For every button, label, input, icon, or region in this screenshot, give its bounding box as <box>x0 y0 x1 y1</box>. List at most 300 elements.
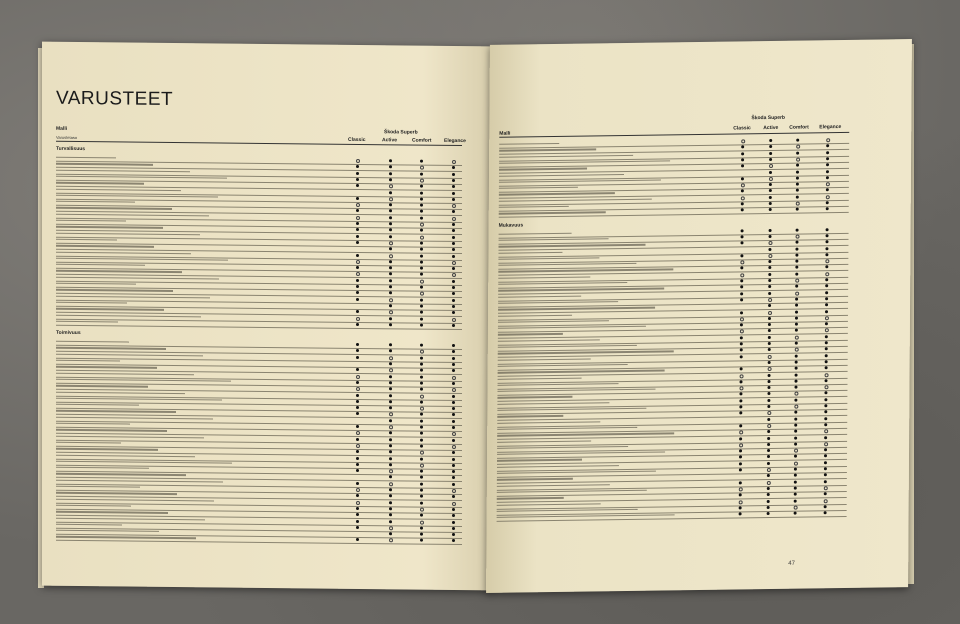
availability-mark <box>452 166 455 169</box>
availability-mark <box>420 369 423 372</box>
availability-mark <box>794 474 797 477</box>
availability-mark <box>768 329 771 332</box>
right-page <box>486 39 912 593</box>
availability-mark <box>420 267 423 270</box>
availability-mark <box>796 183 799 186</box>
availability-mark <box>420 400 423 403</box>
availability-mark <box>389 419 392 422</box>
model-sub-label: Varustetaso <box>56 134 78 141</box>
availability-mark <box>452 495 455 498</box>
left-page <box>42 42 490 591</box>
availability-mark <box>825 322 828 325</box>
availability-mark <box>824 455 827 458</box>
availability-mark <box>356 425 359 428</box>
availability-mark <box>739 481 742 484</box>
availability-mark <box>795 316 798 319</box>
availability-mark <box>420 375 423 378</box>
availability-mark <box>420 363 423 366</box>
availability-mark <box>452 457 455 460</box>
availability-mark <box>795 241 798 244</box>
column-header-comfort: Comfort <box>412 137 432 144</box>
availability-mark <box>825 341 828 344</box>
row-label-text <box>498 377 582 380</box>
availability-mark <box>795 285 798 288</box>
availability-mark <box>452 394 455 397</box>
row-label-text <box>498 295 581 298</box>
availability-mark <box>356 381 359 384</box>
availability-mark <box>389 406 392 409</box>
column-header-elegance-right: Elegance <box>819 124 842 131</box>
availability-mark <box>420 388 423 391</box>
availability-mark <box>824 505 827 508</box>
availability-mark <box>389 400 392 403</box>
row-label-text <box>56 264 145 266</box>
availability-mark <box>741 146 744 149</box>
row-label-text <box>56 245 154 247</box>
availability-mark <box>389 457 392 460</box>
availability-mark <box>768 361 771 364</box>
row-label-text <box>56 448 158 450</box>
availability-mark <box>739 412 742 415</box>
availability-mark <box>452 527 455 530</box>
availability-mark <box>420 382 423 385</box>
availability-mark <box>452 426 455 429</box>
row-label-text <box>56 536 196 539</box>
availability-mark <box>824 511 827 514</box>
availability-mark <box>356 298 359 301</box>
row-label-text <box>497 396 572 398</box>
availability-mark <box>741 158 744 161</box>
availability-mark <box>389 203 392 206</box>
availability-mark <box>794 468 797 471</box>
availability-mark <box>389 532 392 535</box>
availability-mark <box>825 284 828 287</box>
row-label-text <box>56 454 195 457</box>
availability-mark <box>420 254 423 257</box>
availability-mark <box>420 311 423 314</box>
row-label-text <box>498 333 563 335</box>
availability-mark <box>769 229 772 232</box>
availability-mark <box>420 273 423 276</box>
availability-mark <box>796 208 799 211</box>
availability-mark <box>452 198 455 201</box>
row-label-text <box>56 473 186 476</box>
row-label-text <box>497 459 582 462</box>
availability-mark <box>452 311 455 314</box>
availability-mark <box>796 139 799 142</box>
availability-mark <box>356 222 359 225</box>
row-label-text <box>56 524 122 526</box>
availability-mark <box>356 400 359 403</box>
availability-mark <box>826 157 829 160</box>
availability-mark <box>739 513 742 516</box>
availability-mark <box>825 247 828 250</box>
availability-mark <box>356 513 359 516</box>
availability-mark <box>825 291 828 294</box>
availability-mark <box>356 538 359 541</box>
availability-mark <box>452 191 455 194</box>
availability-mark <box>452 254 455 257</box>
availability-mark <box>769 189 772 192</box>
availability-mark <box>420 432 423 435</box>
availability-mark <box>767 462 770 465</box>
availability-mark <box>824 404 827 407</box>
row-label-text <box>56 467 149 469</box>
availability-mark <box>739 468 742 471</box>
availability-mark <box>768 273 771 276</box>
availability-mark <box>389 260 392 263</box>
brand-header: Škoda Superb <box>384 129 418 136</box>
column-header-classic: Classic <box>348 136 366 144</box>
availability-mark <box>420 286 423 289</box>
availability-mark <box>389 266 392 269</box>
availability-mark <box>741 190 744 193</box>
availability-mark <box>739 437 742 440</box>
availability-mark <box>356 291 359 294</box>
availability-mark <box>389 476 392 479</box>
availability-mark <box>824 423 827 426</box>
brand-header-right: Škoda Superb <box>751 114 786 122</box>
availability-mark <box>389 292 392 295</box>
header-rule <box>56 141 462 146</box>
availability-mark <box>452 533 455 536</box>
row-label-text <box>56 517 205 520</box>
availability-mark <box>389 507 392 510</box>
availability-mark <box>452 236 455 239</box>
row-label-text <box>499 168 587 171</box>
availability-mark <box>741 202 744 205</box>
availability-mark <box>795 379 798 382</box>
row-label-text <box>56 308 164 311</box>
row-label-text <box>497 503 601 506</box>
availability-mark <box>389 520 392 523</box>
availability-mark <box>420 470 423 473</box>
availability-mark <box>740 355 743 358</box>
availability-mark <box>420 489 423 492</box>
availability-mark <box>740 286 743 289</box>
availability-mark <box>824 448 827 451</box>
availability-mark <box>389 317 392 320</box>
availability-mark <box>826 144 829 147</box>
availability-mark <box>826 234 829 237</box>
availability-mark <box>389 343 392 346</box>
availability-mark <box>356 450 359 453</box>
row-label-text <box>56 302 127 304</box>
availability-mark <box>826 201 829 204</box>
availability-mark <box>452 280 455 283</box>
row-label-text <box>56 385 148 387</box>
availability-mark <box>389 488 392 491</box>
availability-mark <box>796 176 799 179</box>
row-label-text <box>498 314 572 316</box>
availability-mark <box>739 393 742 396</box>
availability-mark <box>356 285 359 288</box>
availability-mark <box>795 266 798 269</box>
availability-mark <box>420 305 423 308</box>
row-label-text <box>56 372 194 375</box>
row-label-text <box>56 201 135 203</box>
availability-mark <box>452 324 455 327</box>
availability-mark <box>768 374 771 377</box>
availability-mark <box>420 419 423 422</box>
row-label-text <box>497 497 564 499</box>
availability-mark <box>420 216 423 219</box>
row-label-text <box>56 347 166 350</box>
availability-mark <box>768 348 771 351</box>
availability-mark <box>420 356 423 359</box>
availability-mark <box>420 501 423 504</box>
availability-mark <box>452 210 455 213</box>
column-header-active-right: Active <box>763 124 779 132</box>
availability-mark <box>389 279 392 282</box>
availability-mark <box>389 501 392 504</box>
availability-mark <box>356 406 359 409</box>
availability-mark <box>794 480 797 483</box>
availability-mark <box>356 184 359 187</box>
availability-mark <box>769 170 772 173</box>
availability-mark <box>356 241 359 244</box>
availability-mark <box>356 343 359 346</box>
row-label-text <box>56 530 159 532</box>
availability-mark <box>794 417 797 420</box>
availability-mark <box>420 185 423 188</box>
availability-mark <box>389 387 392 390</box>
row-label-text <box>56 511 168 514</box>
availability-mark <box>420 210 423 213</box>
availability-mark <box>794 411 797 414</box>
availability-mark <box>420 191 423 194</box>
availability-mark <box>796 195 799 198</box>
availability-mark <box>420 495 423 498</box>
availability-mark <box>767 386 770 389</box>
availability-mark <box>769 196 772 199</box>
availability-mark <box>825 335 828 338</box>
row-label-text <box>498 257 599 260</box>
availability-mark <box>767 493 770 496</box>
availability-mark <box>824 467 827 470</box>
row-label-text <box>56 360 120 362</box>
availability-mark <box>389 362 392 365</box>
availability-mark <box>825 354 828 357</box>
column-header-classic-right: Classic <box>733 125 751 132</box>
availability-mark <box>356 165 359 168</box>
availability-mark <box>452 539 455 542</box>
availability-mark <box>741 209 744 212</box>
availability-mark <box>356 438 359 441</box>
availability-mark <box>356 519 359 522</box>
availability-mark <box>769 145 772 148</box>
availability-mark <box>356 526 359 529</box>
availability-mark <box>794 512 797 515</box>
row-label-text <box>497 478 573 480</box>
availability-mark <box>768 260 771 263</box>
availability-mark <box>389 285 392 288</box>
column-header-elegance: Elegance <box>444 137 466 145</box>
availability-mark <box>452 439 455 442</box>
availability-mark <box>769 202 772 205</box>
availability-mark <box>452 401 455 404</box>
availability-mark <box>795 354 798 357</box>
availability-mark <box>452 413 455 416</box>
availability-mark <box>794 430 797 433</box>
availability-mark <box>452 357 455 360</box>
availability-mark <box>452 451 455 454</box>
availability-mark <box>740 267 743 270</box>
availability-mark <box>389 273 392 276</box>
availability-mark <box>356 463 359 466</box>
availability-mark <box>741 229 744 232</box>
row-label-text <box>499 187 578 189</box>
column-header-comfort-right: Comfort <box>789 124 809 131</box>
availability-mark <box>795 272 798 275</box>
availability-mark <box>420 172 423 175</box>
row-label-text <box>499 206 569 208</box>
availability-mark <box>739 424 742 427</box>
row-label-text <box>56 391 185 394</box>
availability-mark <box>769 235 772 238</box>
availability-mark <box>825 303 828 306</box>
availability-mark <box>389 191 392 194</box>
availability-mark <box>452 299 455 302</box>
availability-mark <box>356 456 359 459</box>
availability-mark <box>796 164 799 167</box>
availability-mark <box>740 292 743 295</box>
availability-mark <box>825 297 828 300</box>
availability-mark <box>826 207 829 210</box>
page-number: 47 <box>788 560 795 567</box>
availability-mark <box>795 247 798 250</box>
row-label-text <box>56 435 204 438</box>
availability-mark <box>825 347 828 350</box>
availability-mark <box>420 229 423 232</box>
availability-mark <box>420 413 423 416</box>
availability-mark <box>768 292 771 295</box>
availability-mark <box>740 311 743 314</box>
row-label-text <box>56 207 172 210</box>
availability-mark <box>356 469 359 472</box>
availability-mark <box>452 350 455 353</box>
availability-mark <box>389 247 392 250</box>
availability-mark <box>356 178 359 181</box>
row-label-text <box>56 169 190 172</box>
availability-mark <box>768 285 771 288</box>
availability-mark <box>452 223 455 226</box>
availability-mark <box>389 350 392 353</box>
availability-mark <box>740 380 743 383</box>
availability-mark <box>767 392 770 395</box>
availability-mark <box>795 304 798 307</box>
availability-mark <box>452 476 455 479</box>
availability-mark <box>739 449 742 452</box>
availability-mark <box>356 412 359 415</box>
section-heading: Toimivuus <box>56 329 81 337</box>
availability-mark <box>356 323 359 326</box>
availability-mark <box>452 382 455 385</box>
availability-mark <box>389 235 392 238</box>
availability-mark <box>420 526 423 529</box>
availability-mark <box>389 432 392 435</box>
row-label-text <box>499 149 596 152</box>
availability-mark <box>452 173 455 176</box>
availability-mark <box>420 344 423 347</box>
availability-mark <box>794 499 797 502</box>
availability-mark <box>825 240 828 243</box>
column-header-active: Active <box>382 137 398 144</box>
row-label-text <box>56 314 201 317</box>
availability-mark <box>356 266 359 269</box>
row-label-text <box>56 239 117 241</box>
availability-mark <box>389 381 392 384</box>
availability-mark <box>767 506 770 509</box>
section-heading: Turvallisuus <box>56 145 86 153</box>
availability-mark <box>768 266 771 269</box>
availability-mark <box>356 356 359 359</box>
availability-mark <box>389 438 392 441</box>
availability-mark <box>826 228 829 231</box>
availability-mark <box>826 151 829 154</box>
availability-mark <box>452 286 455 289</box>
row-label-text <box>56 226 163 229</box>
row-label-text <box>56 505 131 507</box>
availability-mark <box>356 172 359 175</box>
row-label-text <box>499 232 572 234</box>
availability-mark <box>825 266 828 269</box>
availability-mark <box>452 248 455 251</box>
row-label-text <box>56 251 191 254</box>
availability-mark <box>356 368 359 371</box>
availability-mark <box>768 342 771 345</box>
availability-mark <box>452 508 455 511</box>
availability-mark <box>795 323 798 326</box>
availability-mark <box>796 228 799 231</box>
availability-mark <box>794 436 797 439</box>
availability-mark <box>739 494 742 497</box>
availability-mark <box>769 158 772 161</box>
availability-mark <box>794 424 797 427</box>
availability-mark <box>452 229 455 232</box>
row-label-text <box>497 484 610 487</box>
availability-mark <box>389 222 392 225</box>
availability-mark <box>739 456 742 459</box>
availability-mark <box>740 254 743 257</box>
row-label-text <box>56 182 144 184</box>
row-label-text <box>498 339 600 342</box>
availability-mark <box>452 470 455 473</box>
row-label-text <box>56 321 118 323</box>
availability-mark <box>452 344 455 347</box>
availability-mark <box>795 361 798 364</box>
availability-mark <box>452 483 455 486</box>
model-label-right: Malli <box>499 130 511 137</box>
availability-mark <box>769 139 772 142</box>
row-label-text <box>56 410 176 413</box>
row-label-text <box>56 270 182 273</box>
availability-mark <box>794 398 797 401</box>
availability-mark <box>741 235 744 238</box>
availability-mark <box>420 160 423 163</box>
availability-mark <box>795 310 798 313</box>
availability-mark <box>420 539 423 542</box>
availability-mark <box>356 507 359 510</box>
availability-mark <box>767 399 770 402</box>
availability-mark <box>420 260 423 263</box>
row-label-text <box>498 358 591 361</box>
availability-mark <box>740 279 743 282</box>
section-heading: Mukavuus <box>498 222 524 229</box>
availability-mark <box>794 442 797 445</box>
availability-mark <box>768 317 771 320</box>
availability-mark <box>795 298 798 301</box>
